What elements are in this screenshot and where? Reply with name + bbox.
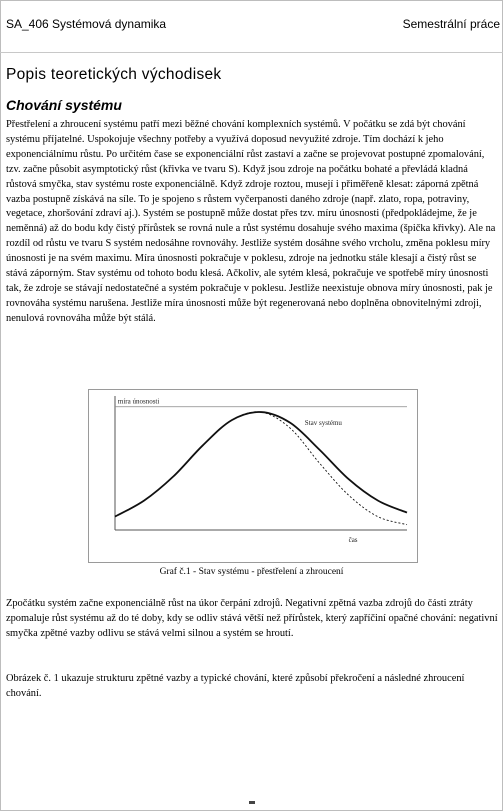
chart-figure [88,389,418,563]
header-divider [0,52,503,53]
header-doc-type: Semestrální práce [402,17,500,31]
chart-svg [89,390,417,562]
header-course: SA_406 Systémová dynamika [6,17,167,31]
series-label-capacity: míra únosnosti [117,397,160,406]
series-label-state: Stav systému [304,418,342,427]
section-heading: Popis teoretických východisek [6,66,222,83]
page-footer-mark [249,801,255,804]
series-line-1 [115,412,407,517]
subsection-heading: Chování systému [6,97,122,113]
page-header [6,17,500,31]
x-axis-label: čas [348,536,358,544]
paragraph-figure-ref: Obrázek č. 1 ukazuje strukturu zpětné vazby a typické chování, které způsobí překročení a následné zhroucení chování. [6,673,465,699]
figure-caption: Graf č.1 - Stav systému - přestřelení a zhroucení [159,567,344,577]
paragraph-intro: Přestřelení a zhroucení systému patří mezi běžné chování komplexních systémů. V počátku se zdá být chování systému příjatelné. Uspokojuje všechny potřeby a využívá doposud nevyužité zdroje. Tím dochází k jeho exponenciálnímu růstu. Po určitém čase se exponenciální růst zastaví a začne se projevovat postupné zpomalování, tzv. začne působit asymptotický růst (křivka ve tvaru S). Když jsou zdroje na počátku bohaté a převládá kladná růstová smyčka, stav systému roste exponenciálně. Když zdroje roztou, musejí i přiměřeně klesat: záporná zpětná vazba postupně získává na síle. To je spojeno s růstem vyčerpanosti daného zdroje (např. zlato, ropa, potraviny, vegetace, zhoršování zdraví aj.). Systém se postupně může dostat přes tzv. míru únosnosti (předpokládejme, že je neměnná) až do bodu kdy čistý přírůstek se rovná nule a růst systému dosahuje svého maxima (špička křivky). Ale na rozdíl od růstu ve tvaru S systém nedosáhne rovnováhy. Jestliže systém dosáhne svého vrcholu, změna poklesu míry únosnosti je na svém maximu. Míra únosnosti pokračuje v poklesu, zdroje na jednotku stále klesají a čistý růst se stává záporným. Stav systému od tohoto bodu klesá. Ačkoliv, ale sytém klesá, pokračuje ve spotřebě míry únosnosti tak, že zdroje se stávají nedostatečné a systém pokračuje v poklesu. Jestliže neexistuje obnova míry únosnosti, pak je rovnováha systému narušena. Jestliže míra únosnosti může být regenerovaná nebo doplněna obnovitelnými zdroji, nenulová rovnováha může být stálá. [6,119,496,324]
series-line-2 [115,412,407,525]
paragraph-behavior: Zpočátku systém začne exponenciálně růst na úkor čerpání zdrojů. Negativní zpětná vazba zdrojů do části ztráty zpomaluje růst systému až do té doby, kdy se odliv stává větší než přírůstek, který zapříčiní opačné chování: negativní smyčka zpětné vazby odlivu se stává velmi silnou a systém se hroutí. [6,598,498,639]
